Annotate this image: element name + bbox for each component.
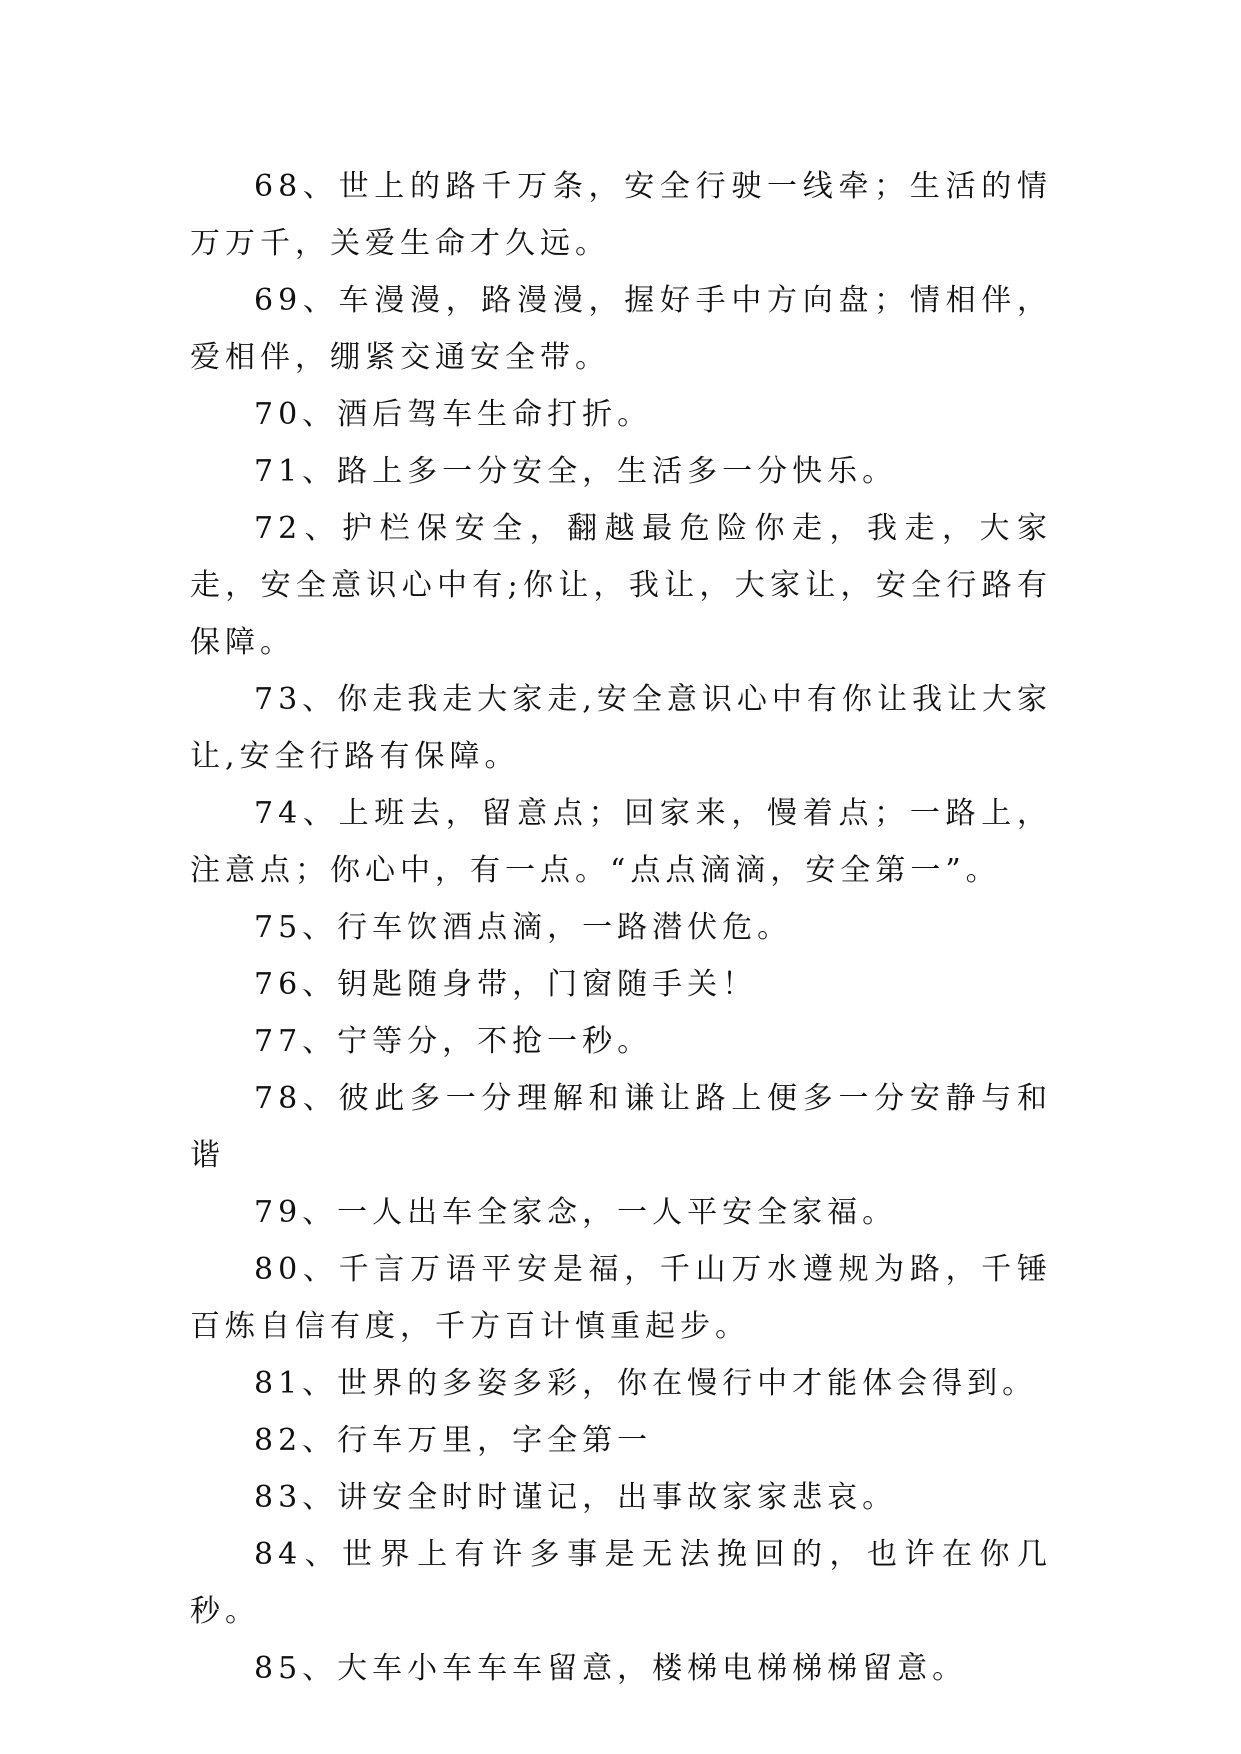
slogan-item: 74、上班去，留意点；回家来，慢着点；一路上，注意点；你心中，有一点。“点点滴滴，安全第一”。 bbox=[190, 796, 1052, 888]
slogan-item: 80、千言万语平安是福，千山万水遵规为路，千锤百炼自信有度，千方百计慎重起步。 bbox=[190, 1252, 1052, 1344]
slogan-item: 77、宁等分，不抢一秒。 bbox=[254, 1024, 653, 1059]
slogan-item: 78、彼此多一分理解和谦让路上便多一分安静与和谐 bbox=[190, 1081, 1052, 1173]
slogan-item: 68、世上的路千万条，安全行驶一线牵；生活的情万万千，关爱生命才久远。 bbox=[190, 169, 1052, 261]
slogan-item: 76、钥匙随身带，门窗随手关！ bbox=[254, 967, 758, 1002]
document-body bbox=[190, 158, 1052, 1697]
slogan-item: 84、世界上有许多事是无法挽回的，也许在你几秒。 bbox=[190, 1537, 1052, 1629]
slogan-item: 69、车漫漫，路漫漫，握好手中方向盘；情相伴，爱相伴，绷紧交通安全带。 bbox=[190, 283, 1052, 375]
slogan-item: 81、世界的多姿多彩，你在慢行中才能体会得到。 bbox=[254, 1366, 1038, 1401]
slogan-item: 83、讲安全时时谨记，出事故家家悲哀。 bbox=[254, 1480, 898, 1515]
slogan-item: 79、一人出车全家念，一人平安全家福。 bbox=[254, 1195, 898, 1230]
slogan-item: 72、护栏保安全，翻越最危险你走，我走，大家走，安全意识心中有;你让，我让，大家让，安全行路有保障。 bbox=[190, 511, 1052, 660]
slogan-item: 73、你走我走大家走,安全意识心中有你让我让大家让,安全行路有保障。 bbox=[190, 682, 1052, 774]
slogan-item: 70、酒后驾车生命打折。 bbox=[254, 397, 653, 432]
slogan-item: 85、大车小车车车留意，楼梯电梯梯梯留意。 bbox=[254, 1651, 968, 1686]
slogan-item: 75、行车饮酒点滴，一路潜伏危。 bbox=[254, 910, 793, 945]
slogan-item: 82、行车万里，字全第一 bbox=[254, 1423, 653, 1458]
slogan-item: 71、路上多一分安全，生活多一分快乐。 bbox=[254, 454, 898, 489]
